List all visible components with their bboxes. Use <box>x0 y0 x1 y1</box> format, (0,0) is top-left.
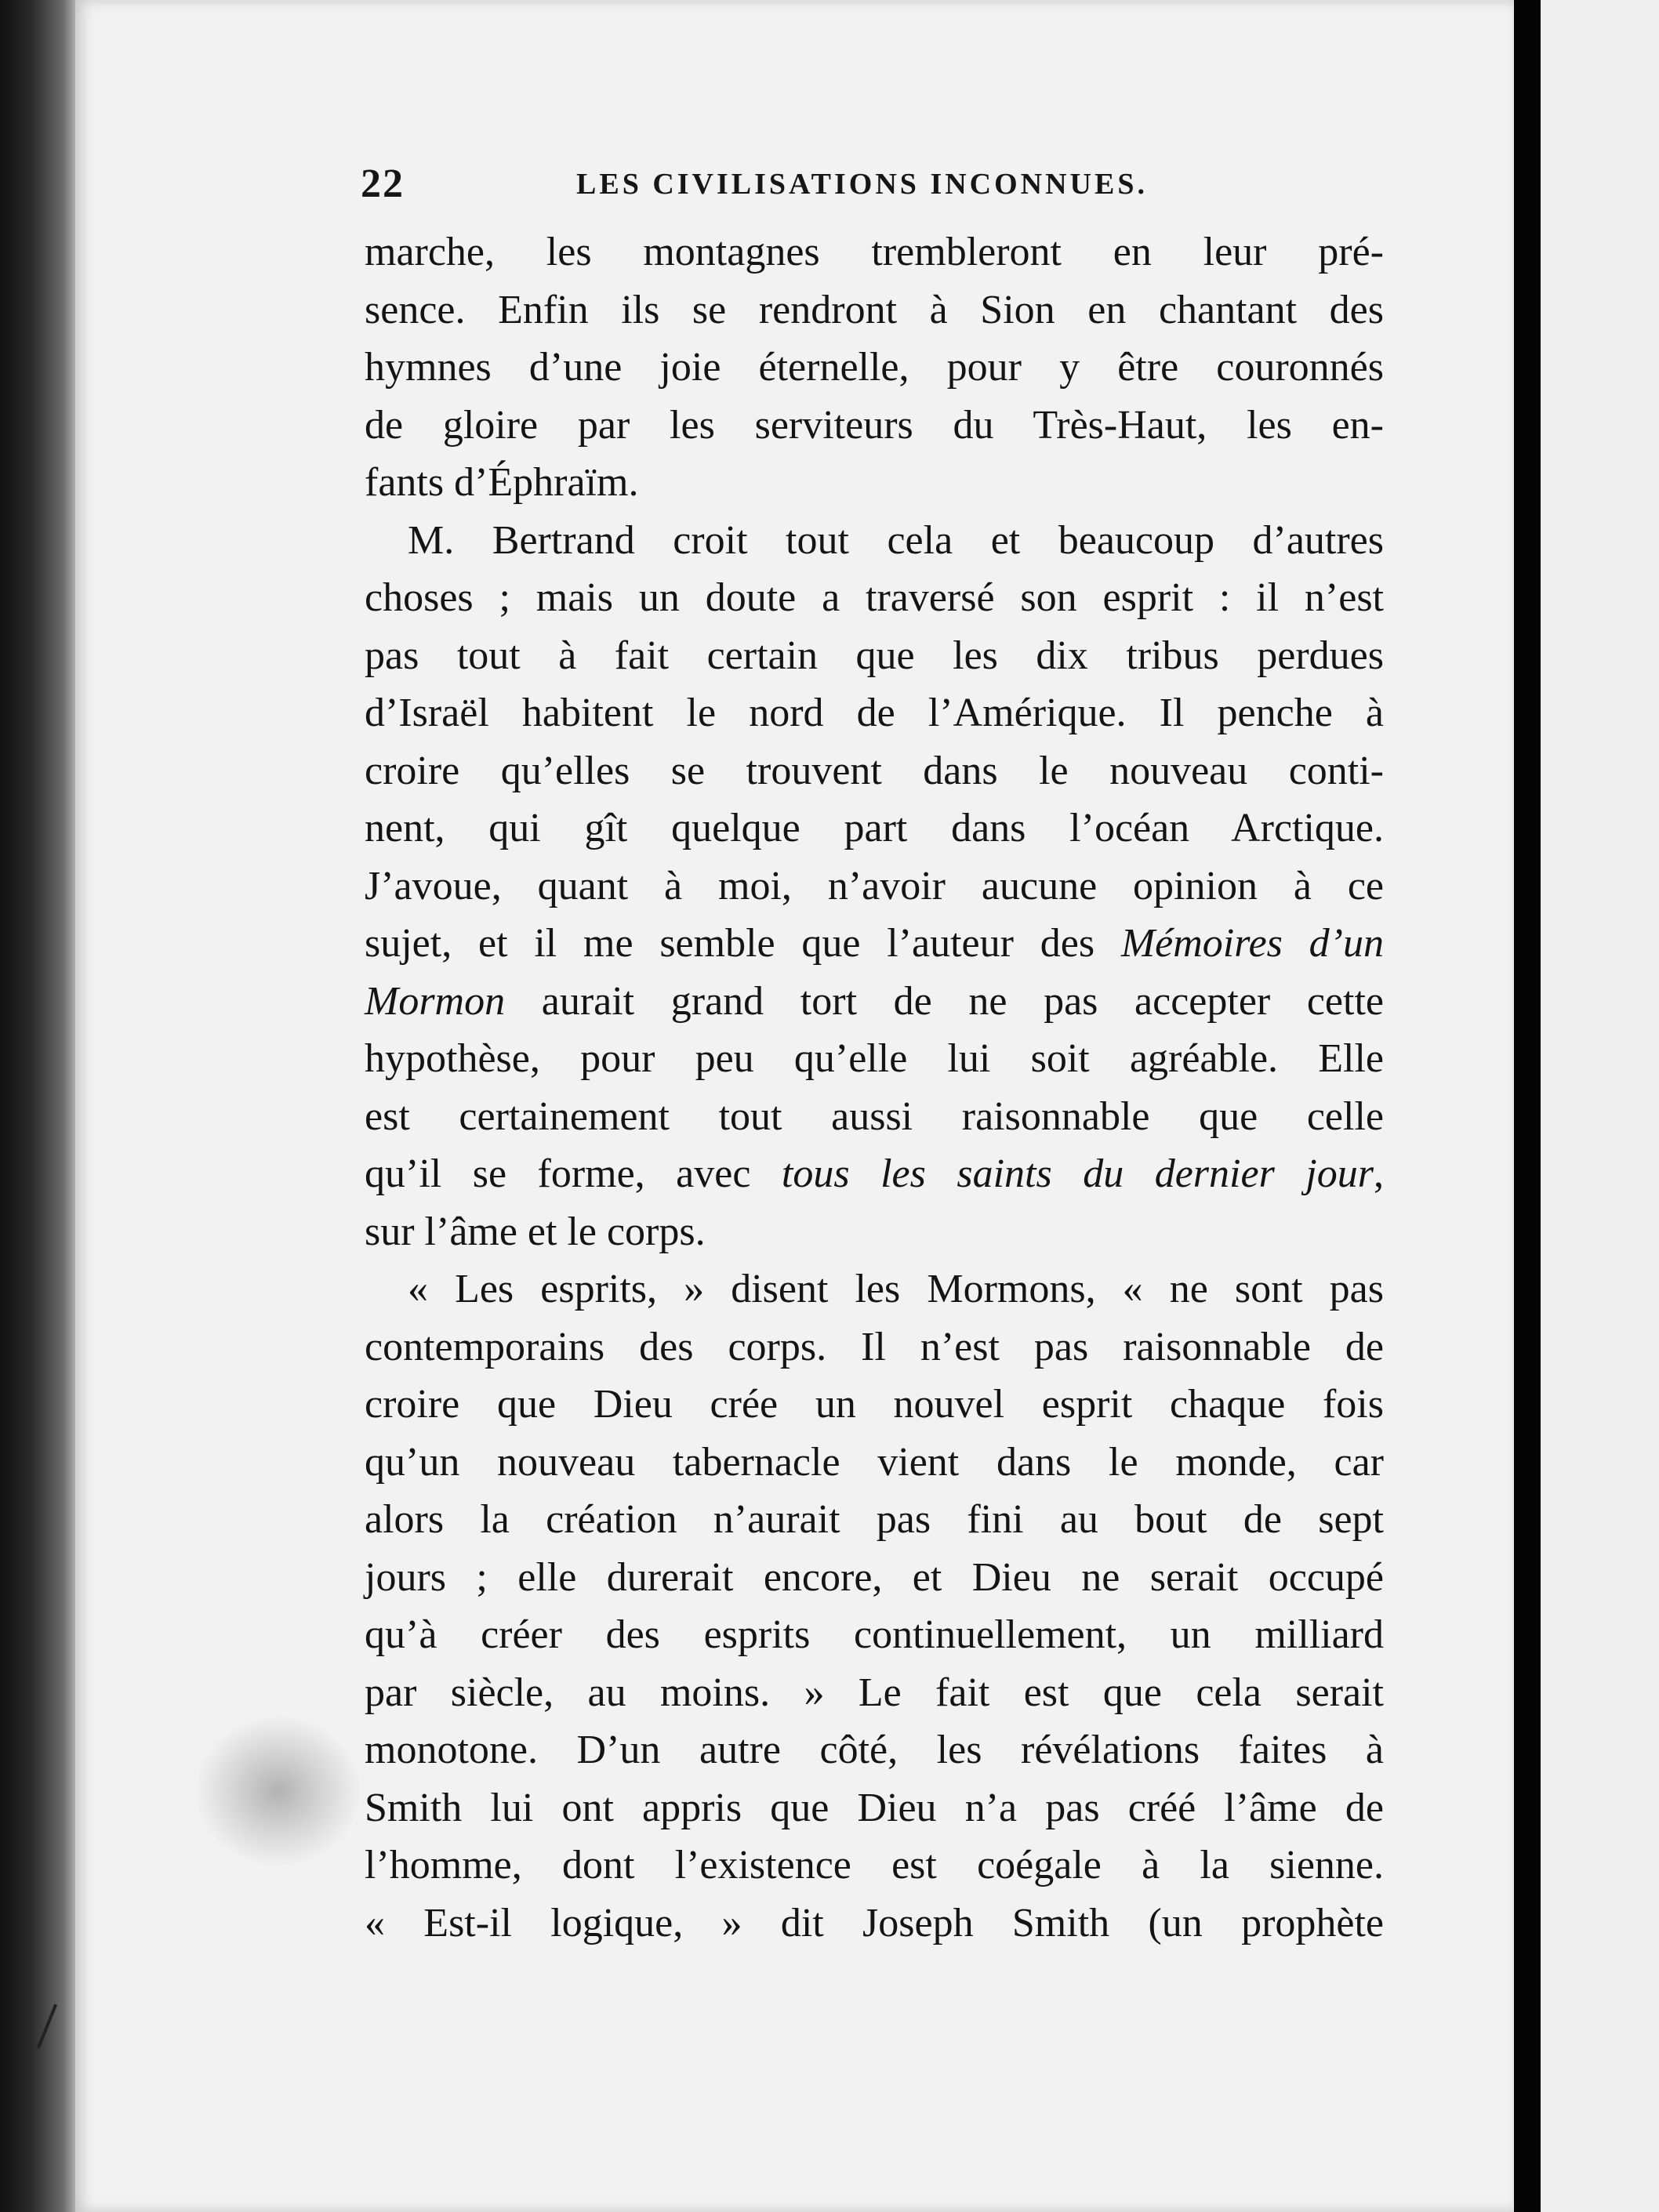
text-line: croire que Dieu crée un nouvel esprit chaque fois <box>365 1382 1384 1427</box>
text-line: hymnes d’une joie éternelle, pour y être couronnés <box>365 345 1384 390</box>
text-line: par siècle, au moins. » Le fait est que cela serait <box>365 1670 1384 1715</box>
scan-left-edge <box>0 0 78 2212</box>
text-line: qu’un nouveau tabernacle vient dans le monde, car <box>365 1439 1384 1485</box>
text-line: jours ; elle durerait encore, et Dieu ne serait occupé <box>365 1554 1384 1600</box>
text-line: fants d’Éphraïm. <box>365 460 639 505</box>
text-run: , <box>1374 1151 1384 1196</box>
text-line <box>365 973 1384 1031</box>
text-line: pas tout à fait certain que les dix tribus perdues <box>365 633 1384 678</box>
running-title: LES CIVILISATIONS INCONNUES. <box>576 168 1148 201</box>
ink-smudge <box>196 1717 361 1866</box>
text-line: J’avoue, quant à moi, n’avoir aucune opinion à ce <box>365 863 1384 908</box>
text-line: croire qu’elles se trouvent dans le nouveau conti- <box>365 748 1384 793</box>
facing-page-edge <box>1541 0 1659 2212</box>
text-run: qu’il se forme, avec <box>365 1151 782 1196</box>
running-header <box>361 161 1160 208</box>
text-run: aurait grand tort de ne pas accepter cette <box>505 978 1384 1024</box>
page-gutter <box>1514 0 1541 2212</box>
text-line: d’Israël habitent le nord de l’Amérique. Il penche à <box>365 691 1384 735</box>
page-number: 22 <box>361 161 405 206</box>
text-line <box>365 1145 1384 1203</box>
text-line: hypothèse, pour peu qu’elle lui soit agréable. Elle <box>365 1036 1384 1081</box>
text-line: l’homme, dont l’existence est coégale à la sienne. <box>365 1843 1384 1887</box>
text-line: « Est-il logique, » dit Joseph Smith (un prophète <box>365 1900 1384 1945</box>
text-line: choses ; mais un doute a traversé son esprit : il n’est <box>365 575 1384 620</box>
italic-title: Mormon <box>365 978 506 1024</box>
text-line: sence. Enfin ils se rendront à Sion en chantant des <box>365 287 1384 332</box>
text-line <box>365 915 1384 973</box>
text-line: M. Bertrand croit tout cela et beaucoup d’autres <box>408 517 1384 563</box>
italic-title: Mémoires d’un <box>1120 921 1384 966</box>
text-line: alors la création n’aurait pas fini au bout de sept <box>365 1497 1384 1542</box>
text-line: monotone. D’un autre côté, les révélations faites à <box>365 1728 1384 1772</box>
text-run: sujet, et il me semble que l’auteur des <box>365 921 1121 966</box>
text-line: sur l’âme et le corps. <box>365 1209 706 1254</box>
text-line: nent, qui gît quelque part dans l’océan Arctique. <box>365 806 1384 850</box>
text-line: « Les esprits, » disent les Mormons, « ne sont pas <box>408 1267 1384 1311</box>
text-line: Smith lui ont appris que Dieu n’a pas créé l’âme de <box>365 1785 1384 1830</box>
text-line: marche, les montagnes trembleront en leur pré- <box>365 230 1384 274</box>
italic-phrase: tous les saints du dernier jour <box>781 1151 1374 1196</box>
text-line: est certainement tout aussi raisonnable que celle <box>365 1093 1384 1139</box>
text-line: qu’à créer des esprits continuellement, un milliard <box>365 1612 1384 1657</box>
text-line: de gloire par les serviteurs du Très-Haut, les en- <box>365 402 1384 448</box>
text-line: contemporains des corps. Il n’est pas raisonnable de <box>365 1324 1384 1369</box>
body-text <box>365 223 1384 1952</box>
